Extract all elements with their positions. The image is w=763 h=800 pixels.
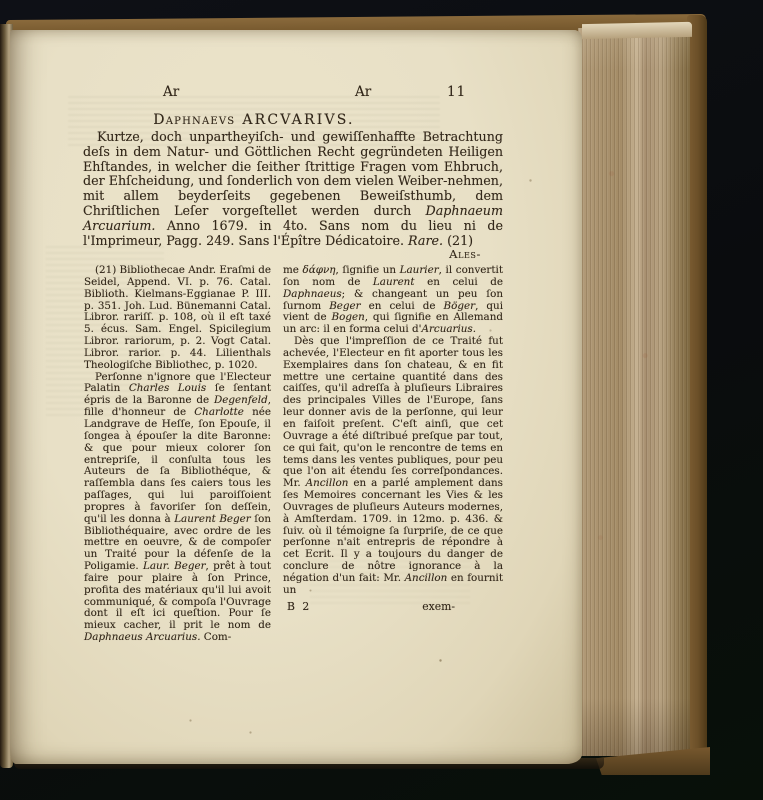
book-page-block-top-edge	[582, 22, 692, 39]
running-head	[83, 84, 503, 102]
running-head-center: Ar	[355, 84, 372, 100]
running-head-left: Ar	[163, 84, 180, 100]
signature-mark: B 2	[287, 600, 312, 613]
footnote-paragraph: (21) Bibliothecae Andr. Eraſmi de Seidel, Append. VI. p. 76. Catal. Biblioth. Kielmans-Eggianae P. III. p. 351. Joh. Lud. Bünemanni Catal. Libror. rariſſ. p. 108, où il eſt taxé 5. écus. Sam. Engel. Spicilegium Libror. rariorum, p. 2. Vogt Catal. Libror. rarior. p. 44. Lilienthals Theologiſche Bibliothec, p. 1020.	[84, 264, 271, 371]
printed-text-block	[83, 84, 503, 684]
commentary-paragraph: Perſonne n'ignore que l'Electeur Palatin Charles Louis ſe ſentant épris de la Baronne de Degenfeld, fille d'honneur de Charlotte née Landgrave de Heſſe, ſon Epouſe, il ſongea à épouſer la dite Baronne: & que pour mieux colorer ſon entrepriſe, il conſulta tous les Auteurs de ſa Bibliothéque, & raſſembla dans ſes caiers tous les paſſages, qui lui paroiſſoient propres à favoriſer ſon deſſein, qu'il les donna à Laurent Beger ſon Bibliothéquaire, avec ordre de les mettre en oeuvre, & de compoſer un Traité pour la défenſe de la Poligamie. Laur. Beger, prêt à tout faire pour plaire à ſon Prince, profita des matériaux qu'il lui avoit communiqué, & compoſa l'Ouvrage dont il eſt ici queſtion. Pour ſe mieux cacher, il prit le nom de Daphnaeus Arcuarius. Com-	[84, 370, 272, 644]
page-footer	[83, 600, 503, 614]
article-title-rest: ARCVARIVS.	[242, 112, 355, 128]
article-title	[87, 109, 421, 128]
book-fore-edge-pages	[578, 28, 690, 756]
commentary-paragraph: Dès que l'impreſſion de ce Traité fut achevée, l'Electeur en fit aporter tous les Exemplaires dans ſon chateau, & en fit mettre une certaine quantité dans des caiſſes, qu'il adreſſa à pluſieurs Libraires des principales Villes de l'Europe, ſans leur donner avis de la perſonne, qui leur en faiſoit preſent. C'eſt ainſi, que cet Ouvrage a été diſtribué preſque par tout, ce qui fait, qu'on le rencontre de tems en tems dans les ventes publiques, pour peu que l'on ait étendu ſes correſpondances. Mr. Ancillon en a parlé amplement dans ſes Memoires concernant les Vies & les Ouvrages de pluſieurs Auteurs modernes, à Amſterdam. 1709. in 12mo. p. 436. & ſuiv. où il témoigne ſa ſurpriſe, de ce que perſonne n'ait entrepris de répondre à cet Ecrit. Il y a toujours du danger de conclure de nôtre ignorance à la négation d'un fait: Mr. Ancillon en fournit un	[283, 335, 503, 596]
two-column-commentary	[84, 265, 503, 644]
left-column	[84, 265, 271, 644]
right-column	[283, 265, 503, 644]
page-number: 11	[447, 84, 467, 100]
article-title-lead-word: Daphnaevs	[153, 112, 236, 128]
book-page	[10, 30, 582, 764]
lead-paragraph: Kurtze, doch unpartheyiſch- und gewiſſenhaffte Betrachtung deſs in dem Natur- und Göttlichen Recht gegründeten Heiligen Ehſtandes, in welcher die ſeither ſtrittige Fragen vom Ehbruch, der Ehſcheidung, und ſonderlich von dem vielen Weiber-nehmen, mit allem beyderſeits gegebenen Beweiſsthumb, dem Chriſtlichen Leſer vorgeſtellet werden durch Daphnaeum Arcuarium. Anno 1679. in 4to. Sans nom du lieu ni de l'Imprimeur, Pagg. 249. Sans l'Épître Dédicatoire. Rare. (21)	[83, 129, 503, 248]
paper-specks	[10, 30, 11, 31]
catchword-ales: Ales-	[449, 247, 481, 261]
book-cover-right-edge	[687, 15, 707, 773]
catchword-exem: exem-	[422, 600, 455, 613]
commentary-paragraph: me δάφνη, ſignifie un Laurier, il convertit ſon nom de Laurent en celui de Daphnaeus; & changeant un peu ſon ſurnom Beger en celui de Böger, qui vient de Bogen, qui ſignifie en Allemand un arc: il en forma celui d'Arcuarius.	[283, 264, 504, 336]
